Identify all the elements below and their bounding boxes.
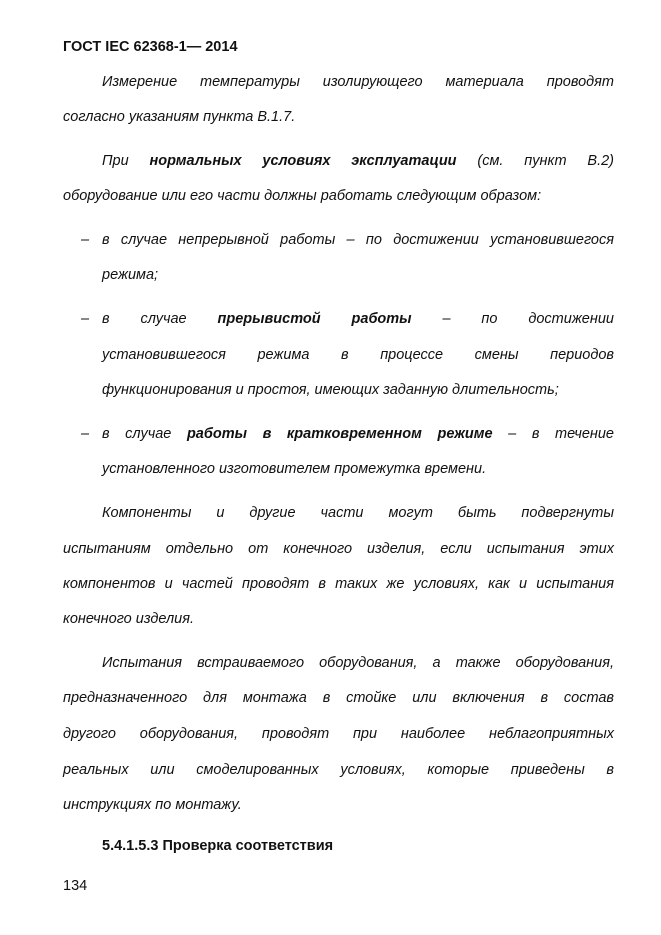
paragraph-4-line-3: другого оборудования, проводят при наиболее неблагоприятных bbox=[63, 726, 614, 742]
list-item-1-line-2: режима; bbox=[102, 267, 159, 283]
list-item-2-text: в случае bbox=[102, 311, 218, 327]
list-item-3-dash: – bbox=[81, 426, 90, 442]
list-item-3-text-end: – в течение bbox=[492, 426, 614, 442]
list-item-2-line-2: установившегося режима в процессе смены периодов bbox=[102, 347, 614, 363]
list-item-2-line-3: функционирования и простоя, имеющих заданную длительность; bbox=[102, 382, 559, 398]
paragraph-2-ref: (см. пункт B.2) bbox=[456, 153, 614, 169]
list-item-2-text-end: – по достижении bbox=[411, 311, 614, 327]
paragraph-2-text: При bbox=[102, 153, 150, 169]
list-item-3-text: в случае bbox=[102, 426, 187, 442]
paragraph-3-line-4: конечного изделия. bbox=[63, 611, 195, 627]
paragraph-4-line-1: Испытания встраиваемого оборудования, а также оборудования, bbox=[102, 655, 614, 671]
paragraph-3-line-3: компонентов и частей проводят в таких же условиях, как и испытания bbox=[63, 576, 614, 592]
page-number: 134 bbox=[63, 878, 88, 894]
paragraph-4-line-5: инструкциях по монтажу. bbox=[63, 797, 242, 813]
list-item-1-line-1: в случае непрерывной работы – по достижении установившегося bbox=[102, 232, 614, 248]
section-heading: 5.4.1.5.3 Проверка соответствия bbox=[102, 838, 334, 854]
paragraph-3-line-1: Компоненты и другие части могут быть подвергнуты bbox=[102, 505, 614, 521]
normal-operating-conditions-term: нормальных условиях эксплуатации bbox=[149, 153, 457, 169]
intermittent-operation-term: прерывистой работы bbox=[217, 311, 412, 327]
paragraph-2-line-1 bbox=[102, 152, 614, 170]
list-item-1-dash: – bbox=[81, 232, 90, 248]
paragraph-1-line-2: согласно указаниям пункта B.1.7. bbox=[63, 109, 296, 125]
list-item-3-line-2: установленного изготовителем промежутка времени. bbox=[102, 461, 487, 477]
document-header: ГОСТ IEC 62368-1— 2014 bbox=[63, 39, 238, 55]
list-item-2-dash: – bbox=[81, 311, 90, 327]
paragraph-4-line-4: реальных или смоделированных условиях, которые приведены в bbox=[63, 762, 614, 778]
paragraph-2-line-2: оборудование или его части должны работать следующим образом: bbox=[63, 188, 542, 204]
paragraph-4-line-2: предназначенного для монтажа в стойке или включения в состав bbox=[63, 690, 614, 706]
paragraph-3-line-2: испытаниям отдельно от конечного изделия, если испытания этих bbox=[63, 541, 614, 557]
list-item-3-line-1 bbox=[102, 425, 614, 443]
short-time-operation-term: работы в кратковременном режиме bbox=[186, 426, 493, 442]
list-item-2-line-1 bbox=[102, 310, 614, 328]
paragraph-1-line-1: Измерение температуры изолирующего материала проводят bbox=[102, 74, 614, 90]
